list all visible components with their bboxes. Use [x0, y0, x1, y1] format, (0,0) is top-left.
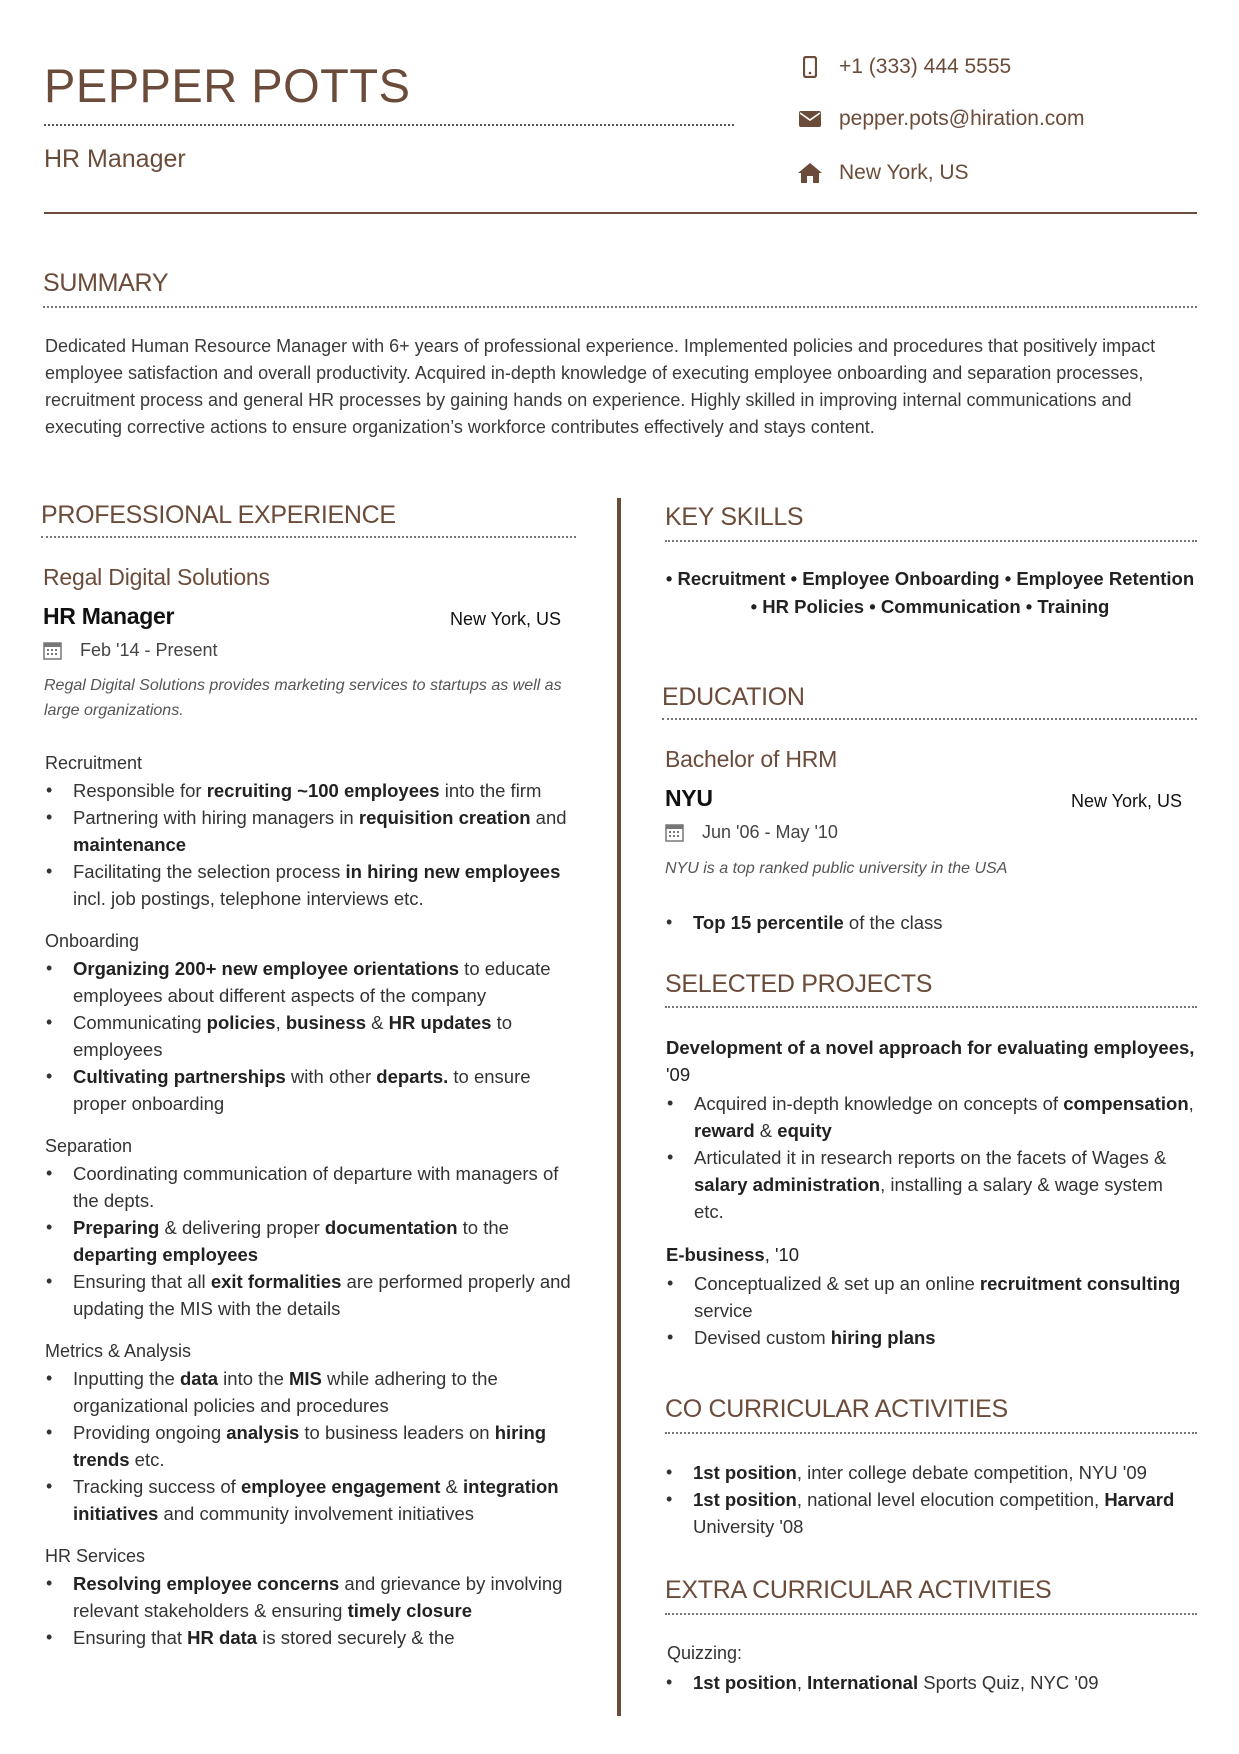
company-name: Regal Digital Solutions [43, 564, 270, 590]
contact-location [795, 158, 969, 188]
bullet-list [666, 1090, 1196, 1225]
projects-heading: SELECTED PROJECTS [665, 970, 933, 998]
text-segment: to employees [73, 1012, 513, 1060]
text-segment: and [530, 807, 567, 828]
skill-item: • Employee Retention [1004, 568, 1195, 589]
co-curricular-items [665, 1459, 1195, 1540]
bold-text: data [179, 1368, 219, 1389]
projects-rule [665, 1006, 1197, 1008]
experience-group-title: Onboarding [45, 931, 140, 951]
text-segment: with other [285, 1066, 377, 1087]
extra-curricular-items [665, 1669, 1195, 1696]
bullet-item [45, 1419, 580, 1473]
projects-list [666, 1034, 1196, 1367]
skills-rule [665, 540, 1197, 542]
job-role: HR Manager [43, 603, 175, 629]
school-description: NYU is a top ranked public university in the USA [665, 860, 1008, 877]
candidate-name: PEPPER POTTS [44, 59, 411, 112]
bold-text: in hiring new employees [345, 861, 561, 882]
text-segment: Providing ongoing [73, 1422, 227, 1443]
experience-group [45, 1543, 580, 1651]
text-segment: are performed properly and updating the MIS with the details [73, 1271, 571, 1319]
bold-text: recruitment consulting [979, 1273, 1181, 1294]
bold-text: Resolving employee concerns [73, 1573, 340, 1594]
job-location: New York, US [450, 609, 562, 629]
bullet-item [45, 858, 580, 912]
summary-text: Dedicated Human Resource Manager with 6+ years of professional experience. Implemented policies and procedures that positively impact employee satisfaction and overall productivity. Acquired in-depth knowledge of executing employee onboarding and separation processes, recruitment process and general HR processes by gaining hands on experience. Highly skilled in improving internal communications and executing corrective actions to ensure organization’s workforce contributes effectively and stays content. [45, 336, 1156, 437]
bold-text: employee engagement [240, 1476, 441, 1497]
bold-text: MIS [289, 1368, 322, 1389]
job-dates-text: Feb '14 - Present [80, 640, 218, 660]
bullet-item [45, 1063, 580, 1117]
header-divider [44, 212, 1197, 214]
bold-text: Preparing [73, 1217, 160, 1238]
bullet-item [45, 1624, 580, 1651]
text-segment: , [1188, 1093, 1194, 1114]
bullet-list [45, 1160, 580, 1322]
bullet-item [45, 1268, 580, 1322]
candidate-title: HR Manager [44, 145, 186, 173]
bullet-item [665, 1669, 1195, 1696]
bullet-item [45, 777, 580, 804]
text-segment: to the [457, 1217, 509, 1238]
bold-text: 1st position [693, 1672, 797, 1693]
location-text: New York, US [839, 161, 969, 184]
bold-text: Harvard [1104, 1489, 1175, 1510]
experience-group-title: Separation [45, 1136, 133, 1156]
bullet-list [45, 1365, 580, 1527]
mobile-phone-icon [795, 56, 825, 78]
bullet-item [45, 1365, 580, 1419]
skill-label: Communication [880, 596, 1021, 617]
bold-text: timely closure [347, 1600, 472, 1621]
bold-text: business [285, 1012, 367, 1033]
text-segment: service [694, 1300, 753, 1321]
text-segment: , [275, 1012, 286, 1033]
text-segment: , installing a salary & wage system etc. [694, 1174, 1163, 1222]
text-segment: & [440, 1476, 464, 1497]
calendar-icon [665, 823, 684, 842]
bold-text: salary administration [694, 1174, 881, 1195]
extra-curricular-category: Quizzing: [667, 1643, 743, 1663]
contact-phone [795, 52, 1011, 82]
text-segment: University '08 [693, 1516, 804, 1537]
skill-label: Employee Onboarding [802, 568, 1000, 589]
bold-text: departing employees [73, 1244, 259, 1265]
skill-label: Training [1037, 596, 1110, 617]
text-segment: & delivering proper [159, 1217, 325, 1238]
experience-group [45, 928, 580, 1117]
text-segment: Coordinating communication of departure with managers of the depts. [73, 1163, 559, 1211]
skill-item: • Training [1025, 596, 1110, 617]
envelope-icon [795, 111, 825, 127]
company-description: Regal Digital Solutions provides marketing services to startups as well as large organizations. [44, 677, 562, 719]
text-segment: to educate employees about different aspects of the company [73, 958, 551, 1006]
skill-item: • Employee Onboarding [790, 568, 1000, 589]
text-segment: and community involvement initiatives [158, 1503, 475, 1524]
text-segment: , inter college debate competition, NYU '09 [796, 1462, 1147, 1483]
text-segment: , '10 [764, 1244, 800, 1265]
bullet-item [665, 909, 1195, 936]
experience-group [45, 1338, 580, 1527]
text-segment: Inputting the [73, 1368, 180, 1389]
text-segment: & [366, 1012, 389, 1033]
bold-text: HR data [187, 1627, 258, 1648]
school-location: New York, US [1071, 791, 1183, 811]
text-segment: while adhering to the organizational policies and procedures [73, 1368, 498, 1416]
text-segment: to business leaders on [299, 1422, 495, 1443]
bold-text: recruiting ~100 employees [206, 780, 440, 801]
skills-heading: KEY SKILLS [665, 503, 804, 531]
text-segment: & [754, 1120, 778, 1141]
bold-text: Organizing 200+ new employee orientations [73, 958, 460, 979]
bullet-item [45, 1160, 580, 1214]
text-segment: Acquired in-depth knowledge on concepts of [694, 1093, 1064, 1114]
bold-text: Top 15 percentile [693, 912, 844, 933]
bold-text: policies [206, 1012, 276, 1033]
education-items [665, 909, 1195, 936]
text-segment: Responsible for [73, 780, 207, 801]
text-segment: and grievance by involving relevant stakeholders & ensuring [73, 1573, 563, 1621]
summary-rule [43, 306, 1197, 308]
name-divider [44, 124, 734, 126]
text-segment: Communicating [73, 1012, 207, 1033]
skill-label: Employee Retention [1016, 568, 1195, 589]
text-segment: Partnering with hiring managers in [73, 807, 359, 828]
bullet-item [666, 1324, 1196, 1351]
experience-heading: PROFESSIONAL EXPERIENCE [41, 501, 396, 529]
text-segment: , [796, 1672, 808, 1693]
education-dates [665, 822, 838, 843]
bold-text: hiring plans [830, 1327, 936, 1348]
project [666, 1034, 1196, 1225]
email-address: pepper.pots@hiration.com [839, 107, 1085, 130]
phone-number: +1 (333) 444 5555 [839, 55, 1012, 78]
bold-text: documentation [324, 1217, 458, 1238]
bold-text: maintenance [73, 834, 187, 855]
skills-list [665, 565, 1195, 621]
text-segment: , national level elocution competition, [796, 1489, 1105, 1510]
bullet-list [45, 1570, 580, 1651]
bold-text: 1st position [693, 1489, 797, 1510]
text-segment: of the class [843, 912, 943, 933]
bold-text: equity [777, 1120, 832, 1141]
bold-text: 1st position [693, 1462, 797, 1483]
experience-groups [45, 750, 580, 1667]
skill-item: • Communication [869, 596, 1021, 617]
text-segment: to ensure proper onboarding [73, 1066, 531, 1114]
bullet-list [665, 1669, 1195, 1696]
bold-text: departs. [376, 1066, 449, 1087]
bullet-item [665, 1486, 1195, 1540]
bullet-list [665, 909, 1195, 936]
co-curricular-heading: CO CURRICULAR ACTIVITIES [665, 1395, 1008, 1423]
bullet-list [45, 955, 580, 1117]
skill-item: • Recruitment [665, 568, 786, 589]
project-title [666, 1241, 1196, 1268]
text-segment: Tracking success of [73, 1476, 241, 1497]
bold-text: requisition creation [358, 807, 531, 828]
bullet-item [666, 1144, 1196, 1225]
bullet-list [665, 1459, 1195, 1540]
text-segment: into the firm [439, 780, 542, 801]
home-icon [795, 162, 825, 184]
job-dates [43, 640, 218, 661]
bullet-list [45, 777, 580, 912]
bullet-item [45, 955, 580, 1009]
bold-text: Development of a novel approach for evaluating employees, [666, 1037, 1195, 1058]
skill-item: • HR Policies [750, 596, 865, 617]
bold-text: HR updates [388, 1012, 492, 1033]
summary-heading: SUMMARY [43, 269, 169, 297]
skill-label: Recruitment [677, 568, 786, 589]
text-segment: Conceptualized & set up an online [694, 1273, 980, 1294]
text-segment: Facilitating the selection process [73, 861, 346, 882]
education-dates-text: Jun '06 - May '10 [702, 822, 838, 842]
bold-text: hiring trends [73, 1422, 547, 1470]
bold-text: reward [694, 1120, 755, 1141]
text-segment: Articulated it in research reports on the facets of Wages & [694, 1147, 1167, 1168]
text-segment: Devised custom [694, 1327, 831, 1348]
experience-group-title: Metrics & Analysis [45, 1341, 192, 1361]
bullet-item [45, 1570, 580, 1624]
experience-group [45, 1133, 580, 1322]
project [666, 1241, 1196, 1351]
bullet-item [665, 1459, 1195, 1486]
calendar-icon [43, 641, 62, 660]
experience-rule [41, 536, 576, 538]
text-segment: Ensuring that [73, 1627, 188, 1648]
skill-label: HR Policies [762, 596, 865, 617]
bold-text: exit formalities [210, 1271, 342, 1292]
bold-text: analysis [226, 1422, 300, 1443]
bullet-item [45, 1009, 580, 1063]
contact-email [795, 104, 1084, 134]
text-segment: '09 [666, 1064, 691, 1085]
bullet-item [666, 1270, 1196, 1324]
education-heading: EDUCATION [662, 683, 805, 711]
text-segment: into the [218, 1368, 289, 1389]
experience-group [45, 750, 580, 912]
bold-text: integration initiatives [73, 1476, 559, 1524]
experience-group-title: Recruitment [45, 753, 143, 773]
bold-text: International [807, 1672, 919, 1693]
extra-curricular-heading: EXTRA CURRICULAR ACTIVITIES [665, 1576, 1052, 1604]
experience-group-title: HR Services [45, 1546, 146, 1566]
extra-curricular-rule [665, 1613, 1197, 1615]
column-divider [617, 498, 621, 1716]
school-name: NYU [665, 785, 713, 811]
text-segment: etc. [129, 1449, 165, 1470]
text-segment: Sports Quiz, NYC '09 [918, 1672, 1099, 1693]
co-curricular-rule [665, 1432, 1197, 1434]
bold-text: E-business [666, 1244, 765, 1265]
degree-name: Bachelor of HRM [665, 746, 838, 772]
project-title [666, 1034, 1196, 1088]
text-segment: Ensuring that all [73, 1271, 211, 1292]
bullet-item [45, 1214, 580, 1268]
education-rule [662, 718, 1197, 720]
bullet-list [666, 1270, 1196, 1351]
text-segment: is stored securely & the [257, 1627, 455, 1648]
bold-text: Cultivating partnerships [73, 1066, 286, 1087]
bold-text: compensation [1063, 1093, 1189, 1114]
bullet-item [666, 1090, 1196, 1144]
bullet-item [45, 804, 580, 858]
text-segment: incl. job postings, telephone interviews etc. [73, 888, 424, 909]
bullet-item [45, 1473, 580, 1527]
